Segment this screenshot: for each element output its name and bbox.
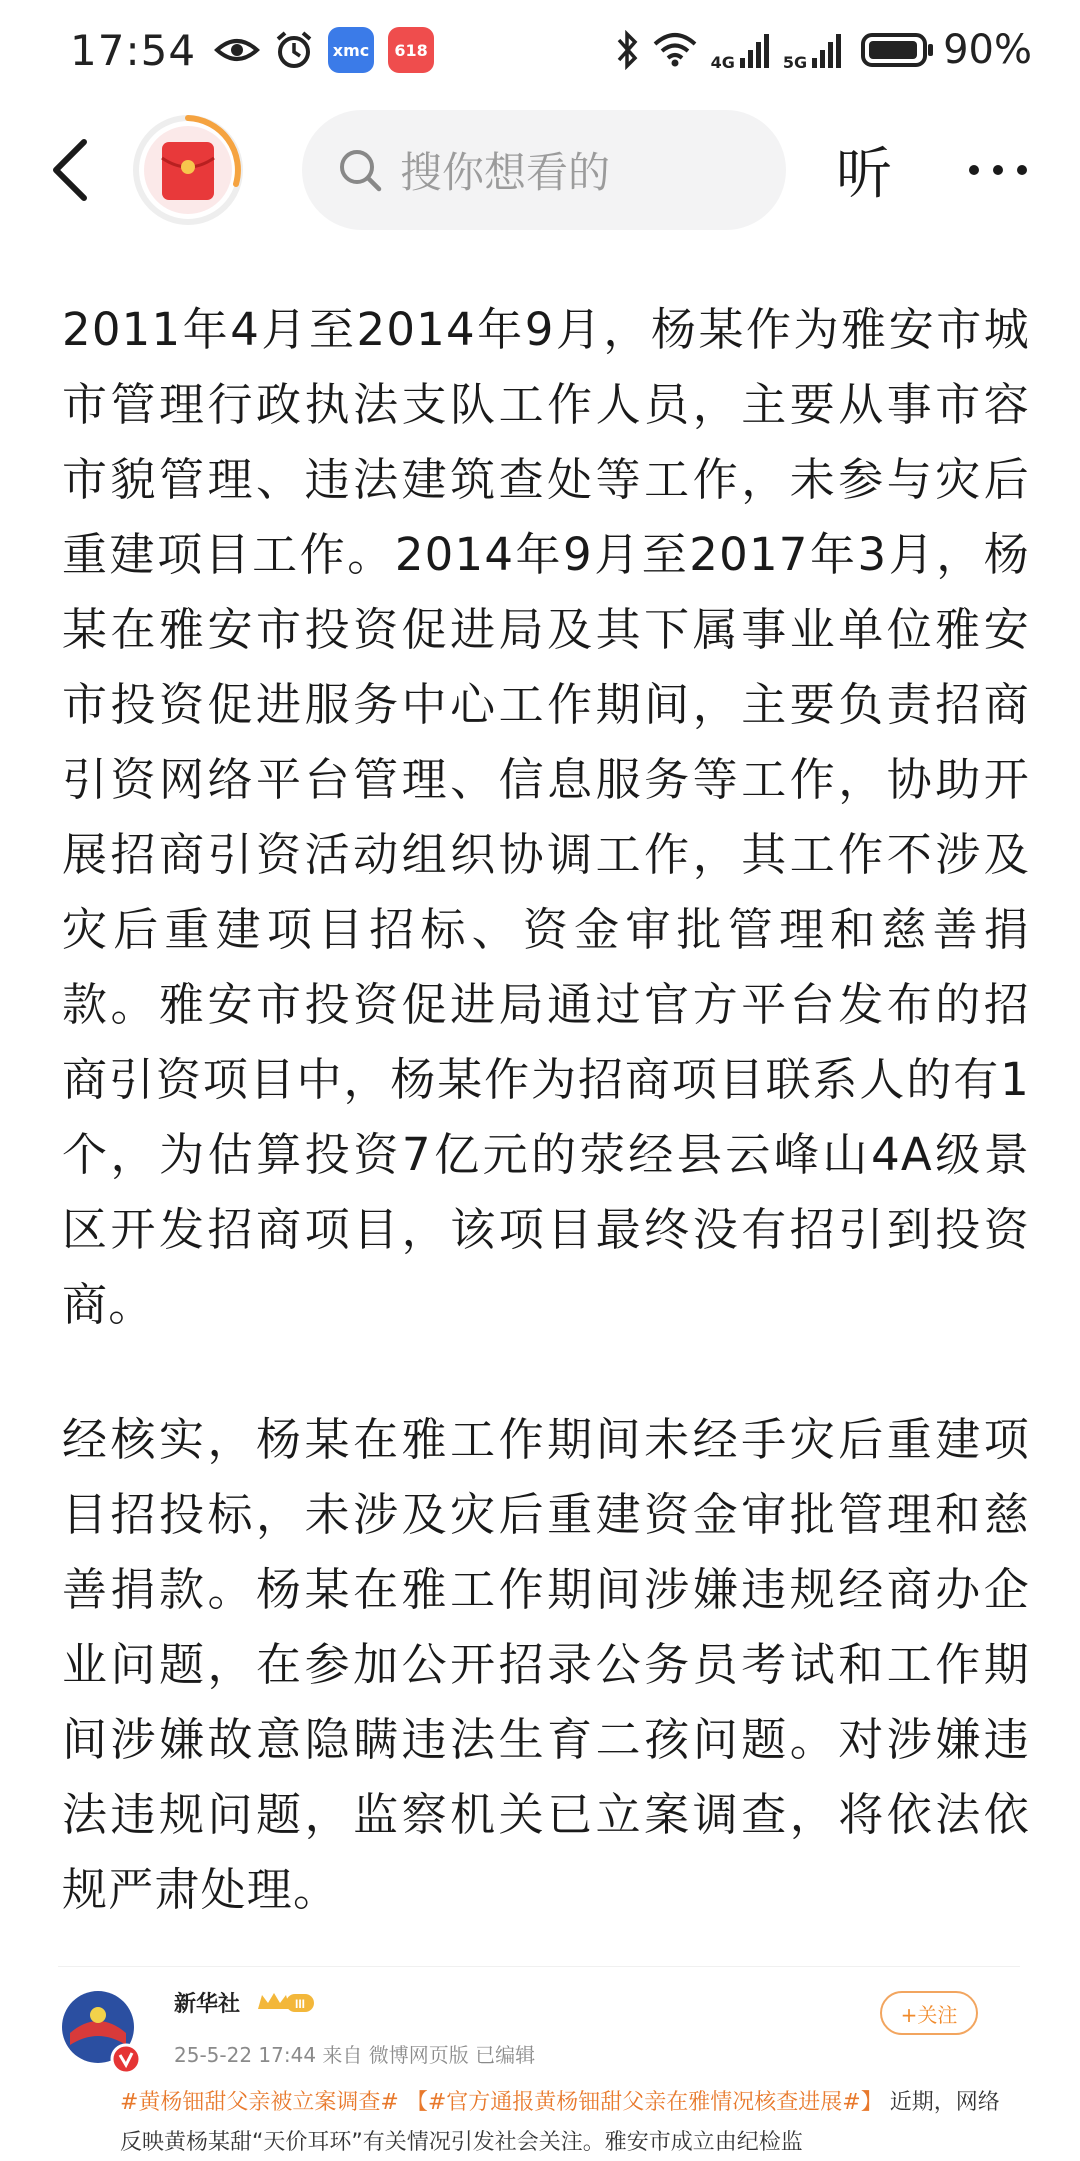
listen-button[interactable]: 听 [836,142,892,207]
article-paragraph: 经核实，杨某在雅工作期间未经手灾后重建项目招投标，未涉及灾后重建资金审批管理和慈善捐款。杨某在雅工作期间涉嫌违规经商办企业问题，在参加公开招录公务员考试和工作期间涉嫌故意隐瞒违法生育二孩问题。对涉嫌违法违规问题，监察机关已立案调查，将依法依规严肃处理。 [62,1413,1030,1916]
alarm-icon [274,30,314,70]
search-icon [338,148,382,192]
article-paragraph: 2011年4月至2014年9月，杨某作为雅安市城市管理行政执法支队工作人员，主要从事市容市貌管理、违法建筑查处等工作，未参与灾后重建项目工作。2014年9月至2017年3月，杨某在雅安市投资促进局及其下属事业单位雅安市投资促进服务中心工作期间，主要负责招商引资网络平台管理、信息服务等工作，协助开展招商引资活动组织协调工作，其工作不涉及灾后重建项目招标、资金审批管理和慈善捐款。雅安市投资促进局通过官方平台发布的招商引资项目中，杨某作为招商项目联系人的有1个，为估算投资7亿元的荥经县云峰山4A级景区开发招商项目，该项目最终没有招引到投资商。 [62,303,1030,1331]
battery-icon [861,32,935,68]
status-time: 17:54 [70,25,197,75]
shopping-app-icon: 618 [388,27,434,73]
bluetooth-icon [615,30,639,70]
battery-percent: 90% [943,27,1032,73]
verified-icon [112,2045,140,2073]
status-left [70,26,448,75]
network-4g-label: 4G [710,53,735,72]
back-icon [48,138,98,202]
more-button[interactable] [966,148,1030,192]
author-name[interactable]: 新华社 [174,1992,241,2017]
red-envelope-icon [132,114,244,226]
post-text [120,2083,1020,2161]
eye-icon [214,35,260,65]
article-body [62,292,1030,1927]
app-notification-icon: xmc [328,27,374,73]
post-body-text: 近期，网络反映黄杨某甜“天价耳环”有关情况引发社会关注。雅安市成立由纪检监 [120,2090,1000,2155]
vip-badge-text: III [294,1997,306,2011]
nav-bar [0,108,1080,232]
wifi-icon [653,32,697,68]
search-input[interactable] [302,110,786,230]
post-meta: 25-5-22 17:44 来自 微博网页版 已编辑 [174,2043,536,2067]
status-right [601,27,1032,73]
topic-tag[interactable]: #黄杨钿甜父亲被立案调查# [120,2090,399,2115]
author-avatar[interactable] [58,1987,150,2079]
back-button[interactable] [48,138,98,202]
signal-icon [739,32,769,68]
status-bar [0,0,1080,100]
red-packet-button[interactable] [132,114,244,226]
more-icon [966,148,1030,192]
signal-icon [811,32,841,68]
follow-button[interactable]: +关注 [880,1991,978,2035]
embedded-weibo-post[interactable] [58,1966,1020,2161]
topic-tag[interactable]: 【#官方通报黄杨钿甜父亲在雅情况核查进展#】 [405,2090,883,2115]
search-placeholder: 搜你想看的 [400,148,611,197]
vip-badge-icon [256,1989,316,2015]
network-5g-label: 5G [782,53,808,72]
